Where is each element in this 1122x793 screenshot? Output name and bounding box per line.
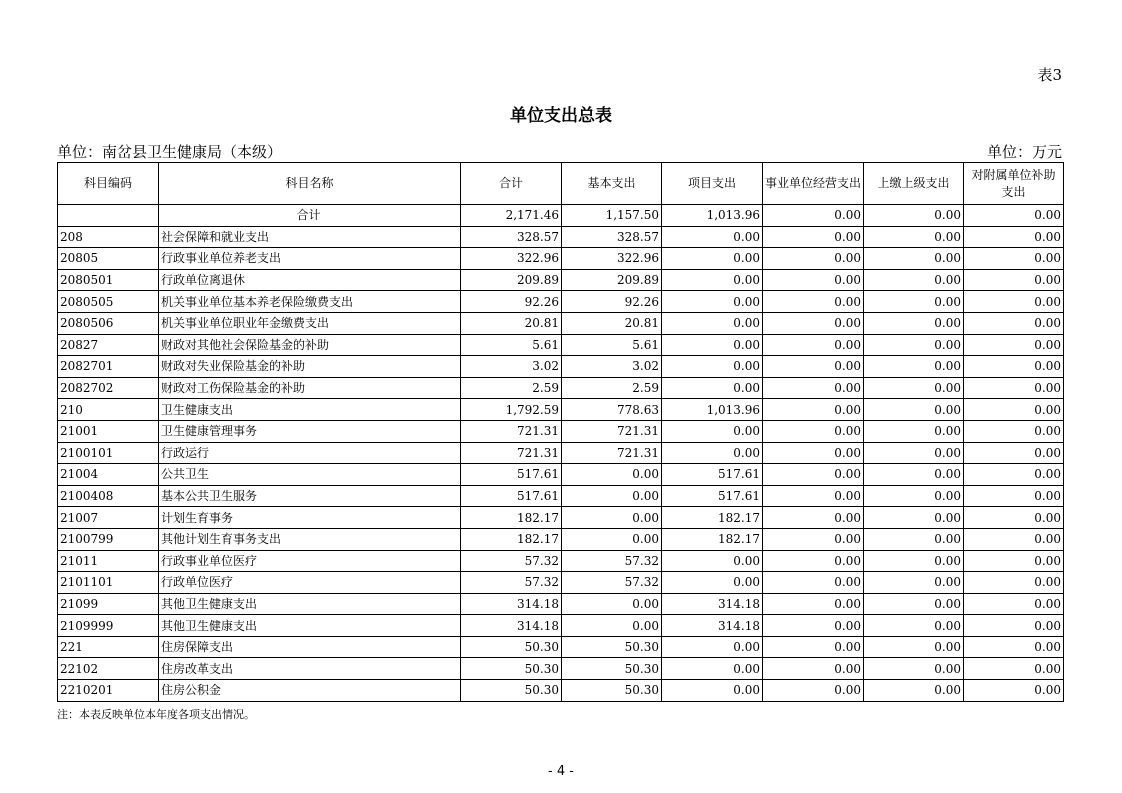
row-value: 314.18 <box>662 615 763 637</box>
header-name: 科目名称 <box>159 163 461 205</box>
row-value: 721.31 <box>461 442 562 464</box>
row-value: 0.00 <box>763 658 864 680</box>
row-value: 92.26 <box>562 291 662 313</box>
row-code: 20805 <box>58 248 159 270</box>
row-name: 公共卫生 <box>159 464 461 486</box>
row-value: 0.00 <box>662 334 763 356</box>
total-value: 2,171.46 <box>461 205 562 227</box>
row-value: 328.57 <box>461 226 562 248</box>
row-name: 社会保障和就业支出 <box>159 226 461 248</box>
table-row <box>58 312 1064 334</box>
row-value: 0.00 <box>662 442 763 464</box>
header-total: 合计 <box>461 163 562 205</box>
row-name: 行政单位医疗 <box>159 572 461 594</box>
row-value: 517.61 <box>461 464 562 486</box>
row-value: 182.17 <box>662 507 763 529</box>
row-value: 2.59 <box>562 377 662 399</box>
table-row <box>58 636 1064 658</box>
row-value: 0.00 <box>864 356 964 378</box>
row-value: 778.63 <box>562 399 662 421</box>
table-row <box>58 464 1064 486</box>
row-value: 5.61 <box>461 334 562 356</box>
row-value: 0.00 <box>964 636 1064 658</box>
row-name: 基本公共卫生服务 <box>159 485 461 507</box>
page-number: - 4 - <box>548 764 574 779</box>
row-value: 0.00 <box>864 615 964 637</box>
row-value: 0.00 <box>662 312 763 334</box>
row-value: 50.30 <box>461 636 562 658</box>
row-value: 2.59 <box>461 377 562 399</box>
row-code: 2100799 <box>58 528 159 550</box>
row-value: 20.81 <box>461 312 562 334</box>
table-row <box>58 226 1064 248</box>
row-value: 0.00 <box>864 291 964 313</box>
row-value: 92.26 <box>461 291 562 313</box>
row-name: 其他计划生育事务支出 <box>159 528 461 550</box>
row-code: 2080501 <box>58 269 159 291</box>
row-code: 2109999 <box>58 615 159 637</box>
row-code: 2080505 <box>58 291 159 313</box>
row-value: 0.00 <box>864 226 964 248</box>
header-code: 科目编码 <box>58 163 159 205</box>
row-name: 财政对失业保险基金的补助 <box>159 356 461 378</box>
row-value: 0.00 <box>864 528 964 550</box>
total-value: 1,157.50 <box>562 205 662 227</box>
row-value: 0.00 <box>964 399 1064 421</box>
table-row <box>58 550 1064 572</box>
row-name: 行政事业单位养老支出 <box>159 248 461 270</box>
table-row <box>58 377 1064 399</box>
row-value: 0.00 <box>763 334 864 356</box>
row-value: 0.00 <box>964 291 1064 313</box>
total-value: 1,013.96 <box>662 205 763 227</box>
table-row <box>58 658 1064 680</box>
row-value: 0.00 <box>964 334 1064 356</box>
table-row <box>58 442 1064 464</box>
row-value: 517.61 <box>662 464 763 486</box>
table-row <box>58 334 1064 356</box>
row-value: 0.00 <box>763 377 864 399</box>
row-value: 328.57 <box>562 226 662 248</box>
unit-currency: 单位：万元 <box>986 143 1062 161</box>
row-value: 0.00 <box>662 269 763 291</box>
row-value: 0.00 <box>562 528 662 550</box>
row-value: 0.00 <box>763 248 864 270</box>
row-value: 0.00 <box>864 464 964 486</box>
row-value: 0.00 <box>763 636 864 658</box>
row-value: 0.00 <box>964 572 1064 594</box>
row-value: 182.17 <box>662 528 763 550</box>
row-value: 0.00 <box>864 593 964 615</box>
row-value: 50.30 <box>562 680 662 702</box>
row-value: 57.32 <box>461 550 562 572</box>
footnote: 注：本表反映单位本年度各项支出情况。 <box>57 708 255 721</box>
table-row <box>58 356 1064 378</box>
row-value: 0.00 <box>763 572 864 594</box>
table-row <box>58 572 1064 594</box>
total-code-cell <box>58 205 159 227</box>
row-value: 0.00 <box>864 550 964 572</box>
row-code: 20827 <box>58 334 159 356</box>
table-row <box>58 485 1064 507</box>
row-value: 0.00 <box>662 636 763 658</box>
row-value: 50.30 <box>461 680 562 702</box>
total-row <box>58 205 1064 227</box>
row-code: 221 <box>58 636 159 658</box>
row-value: 0.00 <box>964 507 1064 529</box>
row-name: 其他卫生健康支出 <box>159 615 461 637</box>
row-value: 50.30 <box>562 658 662 680</box>
row-value: 0.00 <box>964 356 1064 378</box>
row-name: 计划生育事务 <box>159 507 461 529</box>
row-value: 0.00 <box>964 377 1064 399</box>
row-value: 0.00 <box>864 269 964 291</box>
row-code: 21004 <box>58 464 159 486</box>
table-row <box>58 507 1064 529</box>
header-subsidy: 对附属单位补助支出 <box>964 163 1064 205</box>
row-code: 21001 <box>58 420 159 442</box>
row-value: 209.89 <box>461 269 562 291</box>
row-value: 3.02 <box>461 356 562 378</box>
row-value: 0.00 <box>964 615 1064 637</box>
row-name: 财政对工伤保险基金的补助 <box>159 377 461 399</box>
row-code: 2100408 <box>58 485 159 507</box>
row-value: 182.17 <box>461 528 562 550</box>
row-code: 21007 <box>58 507 159 529</box>
row-value: 0.00 <box>864 420 964 442</box>
row-code: 2082701 <box>58 356 159 378</box>
row-value: 0.00 <box>864 658 964 680</box>
table-row <box>58 399 1064 421</box>
row-code: 208 <box>58 226 159 248</box>
row-value: 0.00 <box>964 593 1064 615</box>
row-name: 行政单位离退休 <box>159 269 461 291</box>
row-value: 314.18 <box>461 615 562 637</box>
row-value: 0.00 <box>662 572 763 594</box>
table-row <box>58 420 1064 442</box>
row-value: 517.61 <box>461 485 562 507</box>
row-value: 314.18 <box>461 593 562 615</box>
row-code: 21011 <box>58 550 159 572</box>
row-value: 314.18 <box>662 593 763 615</box>
table-row <box>58 528 1064 550</box>
row-value: 0.00 <box>964 248 1064 270</box>
total-label: 合计 <box>159 205 461 227</box>
row-value: 0.00 <box>864 334 964 356</box>
header-basic: 基本支出 <box>562 163 662 205</box>
row-value: 0.00 <box>662 658 763 680</box>
row-value: 0.00 <box>763 291 864 313</box>
row-value: 721.31 <box>562 420 662 442</box>
row-value: 0.00 <box>964 420 1064 442</box>
row-name: 其他卫生健康支出 <box>159 593 461 615</box>
row-value: 0.00 <box>964 528 1064 550</box>
row-value: 0.00 <box>662 680 763 702</box>
row-name: 住房保障支出 <box>159 636 461 658</box>
row-name: 行政运行 <box>159 442 461 464</box>
row-value: 0.00 <box>562 507 662 529</box>
row-value: 57.32 <box>562 572 662 594</box>
total-value: 0.00 <box>864 205 964 227</box>
row-value: 0.00 <box>763 550 864 572</box>
row-value: 0.00 <box>864 485 964 507</box>
row-value: 0.00 <box>964 226 1064 248</box>
header-remit: 上缴上级支出 <box>864 163 964 205</box>
row-value: 0.00 <box>864 377 964 399</box>
row-value: 0.00 <box>662 226 763 248</box>
row-value: 0.00 <box>562 464 662 486</box>
row-value: 0.00 <box>964 312 1064 334</box>
row-value: 0.00 <box>662 550 763 572</box>
row-value: 0.00 <box>763 528 864 550</box>
table-body <box>58 205 1064 702</box>
row-value: 0.00 <box>662 377 763 399</box>
row-name: 住房改革支出 <box>159 658 461 680</box>
total-value: 0.00 <box>763 205 864 227</box>
row-value: 0.00 <box>763 356 864 378</box>
row-code: 2080506 <box>58 312 159 334</box>
row-name: 卫生健康管理事务 <box>159 420 461 442</box>
row-name: 机关事业单位职业年金缴费支出 <box>159 312 461 334</box>
row-value: 517.61 <box>662 485 763 507</box>
row-value: 5.61 <box>562 334 662 356</box>
row-value: 0.00 <box>763 226 864 248</box>
row-code: 21099 <box>58 593 159 615</box>
header-row <box>58 163 1064 205</box>
row-name: 卫生健康支出 <box>159 399 461 421</box>
row-value: 0.00 <box>864 680 964 702</box>
unit-organization: 单位：南岔县卫生健康局（本级） <box>57 143 283 161</box>
row-value: 0.00 <box>864 312 964 334</box>
row-value: 0.00 <box>964 442 1064 464</box>
row-code: 2210201 <box>58 680 159 702</box>
row-value: 0.00 <box>763 442 864 464</box>
row-value: 0.00 <box>763 615 864 637</box>
row-value: 0.00 <box>964 550 1064 572</box>
row-value: 0.00 <box>864 442 964 464</box>
row-value: 20.81 <box>562 312 662 334</box>
row-value: 0.00 <box>662 291 763 313</box>
row-value: 0.00 <box>763 680 864 702</box>
table-row <box>58 269 1064 291</box>
row-value: 0.00 <box>964 658 1064 680</box>
row-name: 住房公积金 <box>159 680 461 702</box>
row-value: 1,013.96 <box>662 399 763 421</box>
row-value: 50.30 <box>562 636 662 658</box>
row-value: 0.00 <box>763 507 864 529</box>
row-value: 0.00 <box>964 269 1064 291</box>
row-value: 322.96 <box>562 248 662 270</box>
expenditure-table <box>57 162 1064 702</box>
table-row <box>58 680 1064 702</box>
row-value: 0.00 <box>763 464 864 486</box>
row-value: 0.00 <box>662 420 763 442</box>
row-value: 0.00 <box>964 464 1064 486</box>
table-number: 表3 <box>1037 66 1062 84</box>
row-value: 57.32 <box>461 572 562 594</box>
row-code: 2082702 <box>58 377 159 399</box>
row-value: 0.00 <box>864 572 964 594</box>
row-value: 721.31 <box>562 442 662 464</box>
row-value: 0.00 <box>864 248 964 270</box>
row-name: 机关事业单位基本养老保险缴费支出 <box>159 291 461 313</box>
row-value: 0.00 <box>864 399 964 421</box>
row-value: 0.00 <box>864 636 964 658</box>
row-value: 0.00 <box>964 680 1064 702</box>
row-code: 22102 <box>58 658 159 680</box>
row-value: 182.17 <box>461 507 562 529</box>
row-name: 财政对其他社会保险基金的补助 <box>159 334 461 356</box>
total-value: 0.00 <box>964 205 1064 227</box>
row-value: 3.02 <box>562 356 662 378</box>
header-operating: 事业单位经营支出 <box>763 163 864 205</box>
row-value: 0.00 <box>562 485 662 507</box>
row-value: 721.31 <box>461 420 562 442</box>
row-code: 2101101 <box>58 572 159 594</box>
row-name: 行政事业单位医疗 <box>159 550 461 572</box>
row-value: 0.00 <box>864 507 964 529</box>
row-value: 322.96 <box>461 248 562 270</box>
row-value: 0.00 <box>763 593 864 615</box>
table-row <box>58 248 1064 270</box>
table-row <box>58 291 1064 313</box>
page-title: 单位支出总表 <box>510 106 612 126</box>
row-value: 0.00 <box>662 356 763 378</box>
table-row <box>58 593 1064 615</box>
row-value: 0.00 <box>763 485 864 507</box>
row-value: 1,792.59 <box>461 399 562 421</box>
row-value: 209.89 <box>562 269 662 291</box>
table-row <box>58 615 1064 637</box>
row-value: 0.00 <box>763 420 864 442</box>
row-value: 0.00 <box>763 399 864 421</box>
row-value: 0.00 <box>763 312 864 334</box>
header-project: 项目支出 <box>662 163 763 205</box>
row-value: 0.00 <box>964 485 1064 507</box>
row-code: 210 <box>58 399 159 421</box>
row-value: 50.30 <box>461 658 562 680</box>
row-value: 0.00 <box>562 593 662 615</box>
row-value: 0.00 <box>763 269 864 291</box>
row-value: 0.00 <box>662 248 763 270</box>
row-value: 57.32 <box>562 550 662 572</box>
row-code: 2100101 <box>58 442 159 464</box>
row-value: 0.00 <box>562 615 662 637</box>
